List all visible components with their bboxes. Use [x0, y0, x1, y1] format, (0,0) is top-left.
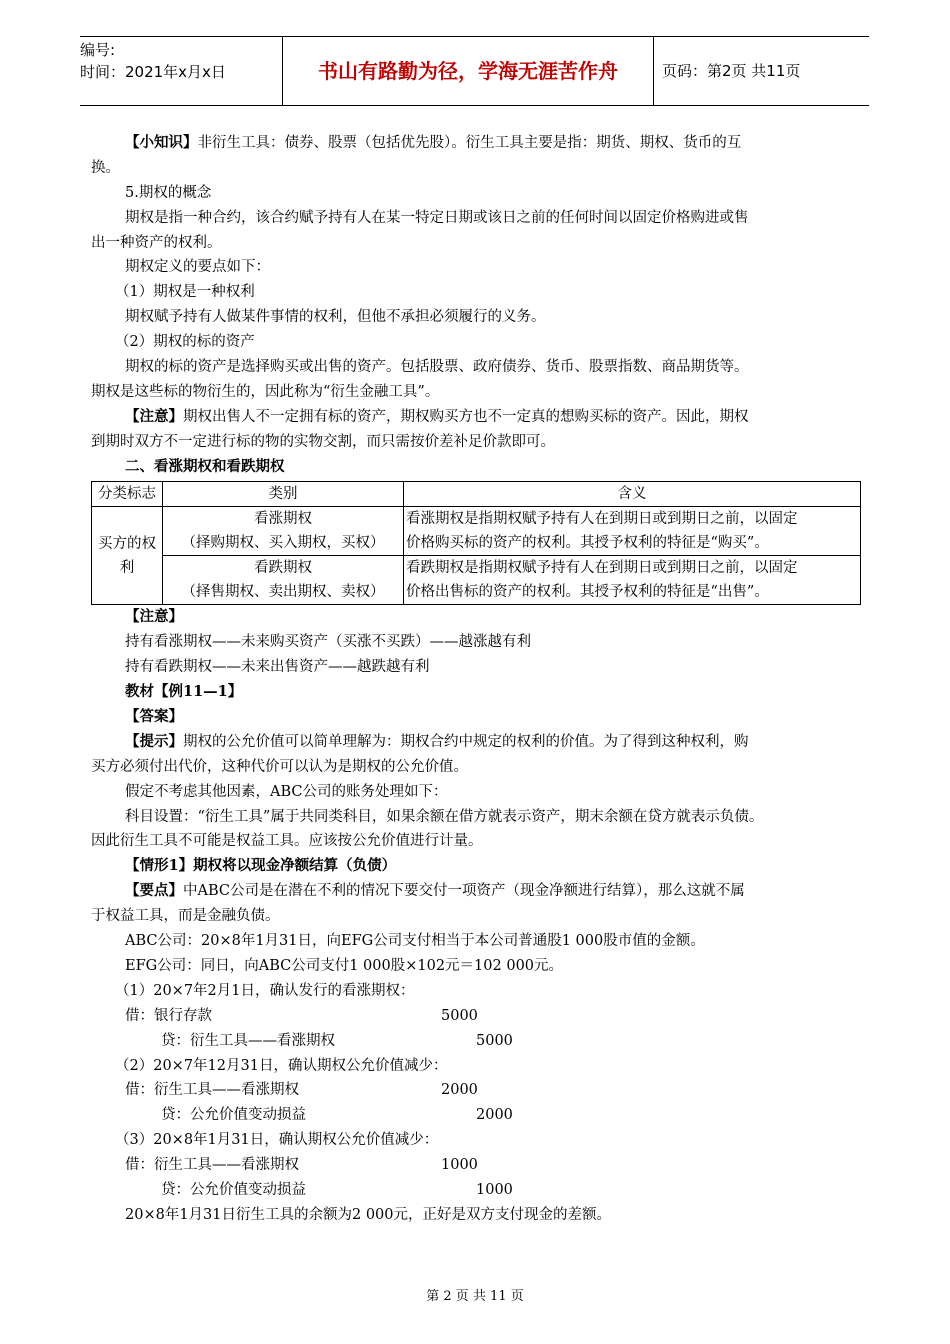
table-cell	[163, 556, 404, 605]
header-meta	[80, 37, 280, 107]
paragraph: 假定不考虑其他因素，ABC公司的账务处理如下：	[125, 783, 448, 800]
journal-amount: 2000	[441, 1082, 478, 1099]
label-tag: 【提示】	[125, 732, 183, 750]
paragraph: 换。	[91, 159, 120, 176]
paragraph: 20×8年1月31日衍生工具的余额为2 000元，正好是双方支付现金的差额。	[125, 1206, 612, 1223]
journal-amount: 1000	[476, 1181, 513, 1198]
table-row	[92, 507, 861, 556]
paragraph: 【要点】中ABC公司是在潜在不利的情况下要交付一项资产（现金净额进行结算），那么这就不属	[125, 882, 745, 900]
paragraph: 5.期权的概念	[125, 184, 212, 201]
note-heading: 【注意】	[125, 608, 183, 626]
paragraph: 持有看涨期权——未来购买资产（买涨不买跌）——越涨越有利	[125, 634, 531, 651]
journal-account: 贷：公允价值变动损益	[161, 1181, 306, 1198]
table-cell	[404, 556, 861, 605]
table-header-row	[92, 482, 861, 507]
header-motto: 书山有路勤为径，学海无涯苦作舟	[282, 37, 654, 105]
document-body	[91, 131, 861, 1228]
journal-amount: 5000	[441, 1007, 478, 1024]
option-alias: （择购期权、买入期权，买权）	[181, 535, 385, 552]
journal-credit	[91, 1029, 861, 1054]
table-row	[92, 556, 861, 605]
option-type: 看涨期权	[254, 511, 312, 528]
paragraph: 期权的标的资产是选择购买或出售的资产。包括股票、政府债券、货币、股票指数、商品期货等。	[125, 359, 749, 376]
page-header	[80, 36, 869, 106]
table-header-cell: 含义	[404, 482, 861, 507]
table-cell	[163, 507, 404, 556]
option-meaning: 价格出售标的资产的权利。其授予权利的特征是“出售”。	[406, 584, 769, 601]
journal-credit	[91, 1103, 861, 1128]
paragraph: 期权是这些标的物衍生的，因此称为“衍生金融工具”。	[91, 383, 440, 400]
journal-account: 贷：公允价值变动损益	[161, 1107, 306, 1124]
paragraph: （2）期权的标的资产	[115, 334, 255, 351]
journal-amount: 5000	[476, 1032, 513, 1049]
option-meaning: 价格购买标的资产的权利。其授予权利的特征是“购买”。	[406, 535, 769, 552]
table-header-cell: 类别	[163, 482, 404, 507]
paragraph: 科目设置：“衍生工具”属于共同类科目，如果余额在借方就表示资产，期末余额在贷方就表示负债。	[125, 808, 764, 825]
paragraph: 【注意】期权出售人不一定拥有标的资产，期权购买方也不一定真的想购买标的资产。因此，期权	[125, 407, 749, 425]
option-meaning: 看跌期权是指期权赋予持有人在到期日或到期日之前，以固定	[406, 560, 798, 577]
paragraph: 【提示】期权的公允价值可以简单理解为：期权合约中规定的权利的价值。为了得到这种权利，购	[125, 732, 749, 750]
header-page-info: 页码：第2页 共11页	[662, 62, 801, 80]
paragraph: EFG公司：同日，向ABC公司支付1 000股×102元＝102 000元。	[125, 957, 564, 974]
journal-debit	[91, 1078, 861, 1103]
answer-heading: 【答案】	[125, 708, 183, 726]
doc-time-label: 时间：2021年x月x日	[80, 63, 226, 81]
option-alias: （择售期权、卖出期权、卖权）	[181, 584, 385, 601]
option-type: 看跌期权	[254, 560, 312, 577]
example-heading: 教材【例11—1】	[125, 683, 243, 701]
table-cell	[404, 507, 861, 556]
journal-amount: 2000	[476, 1107, 513, 1124]
journal-debit	[91, 1004, 861, 1029]
journal-debit	[91, 1153, 861, 1178]
paragraph: 【小知识】非衍生工具：债券、股票（包括优先股）。衍生工具主要是指：期货、期权、货币的互	[125, 134, 742, 151]
entry-step: （1）20×7年2月1日，确认发行的看涨期权：	[115, 982, 415, 999]
group-label: 买方的权利	[98, 535, 156, 576]
options-table	[91, 481, 861, 605]
label-tag: 【要点】	[125, 882, 183, 900]
journal-account: 借：银行存款	[125, 1007, 212, 1024]
entry-step: （3）20×8年1月31日，确认期权公允价值减少：	[115, 1132, 439, 1149]
option-meaning: 看涨期权是指期权赋予持有人在到期日或到期日之前，以固定	[406, 511, 798, 528]
table-header-cell: 分类标志	[92, 482, 163, 507]
paragraph: 持有看跌期权——未来出售资产——越跌越有利	[125, 659, 430, 676]
journal-account: 借：衍生工具——看涨期权	[125, 1157, 299, 1174]
section-heading: 二、看涨期权和看跌期权	[125, 457, 285, 475]
paragraph: （1）期权是一种权利	[115, 284, 255, 301]
journal-credit	[91, 1178, 861, 1203]
journal-account: 贷：衍生工具——看涨期权	[161, 1032, 335, 1049]
page-footer: 第 2 页 共 11 页	[426, 1289, 524, 1304]
table-group-cell	[92, 507, 163, 605]
paragraph: 期权定义的要点如下：	[125, 259, 270, 276]
case-heading: 【情形1】期权将以现金净额结算（负债）	[125, 857, 397, 875]
paragraph: 于权益工具，而是金融负债。	[91, 908, 280, 925]
paragraph: 出一种资产的权利。	[91, 234, 222, 251]
journal-amount: 1000	[441, 1157, 478, 1174]
journal-account: 借：衍生工具——看涨期权	[125, 1082, 299, 1099]
paragraph: ABC公司：20×8年1月31日，向EFG公司支付相当于本公司普通股1 000股市值的金额。	[125, 933, 705, 950]
paragraph: 期权是指一种合约，该合约赋予持有人在某一特定日期或该日之前的任何时间以固定价格购进或售	[125, 209, 749, 226]
label-tag: 【小知识】	[125, 134, 198, 151]
paragraph: 到期时双方不一定进行标的物的实物交割，而只需按价差补足价款即可。	[91, 433, 555, 450]
paragraph: 期权赋予持有人做某件事情的权利，但他不承担必须履行的义务。	[125, 309, 546, 326]
doc-number-label: 编号:	[80, 41, 116, 59]
entry-step: （2）20×7年12月31日，确认期权公允价值减少：	[115, 1057, 448, 1074]
label-tag: 【注意】	[125, 407, 183, 425]
paragraph: 因此衍生工具不可能是权益工具。应该按公允价值进行计量。	[91, 833, 483, 850]
paragraph: 买方必须付出代价，这种代价可以认为是期权的公允价值。	[91, 758, 468, 775]
